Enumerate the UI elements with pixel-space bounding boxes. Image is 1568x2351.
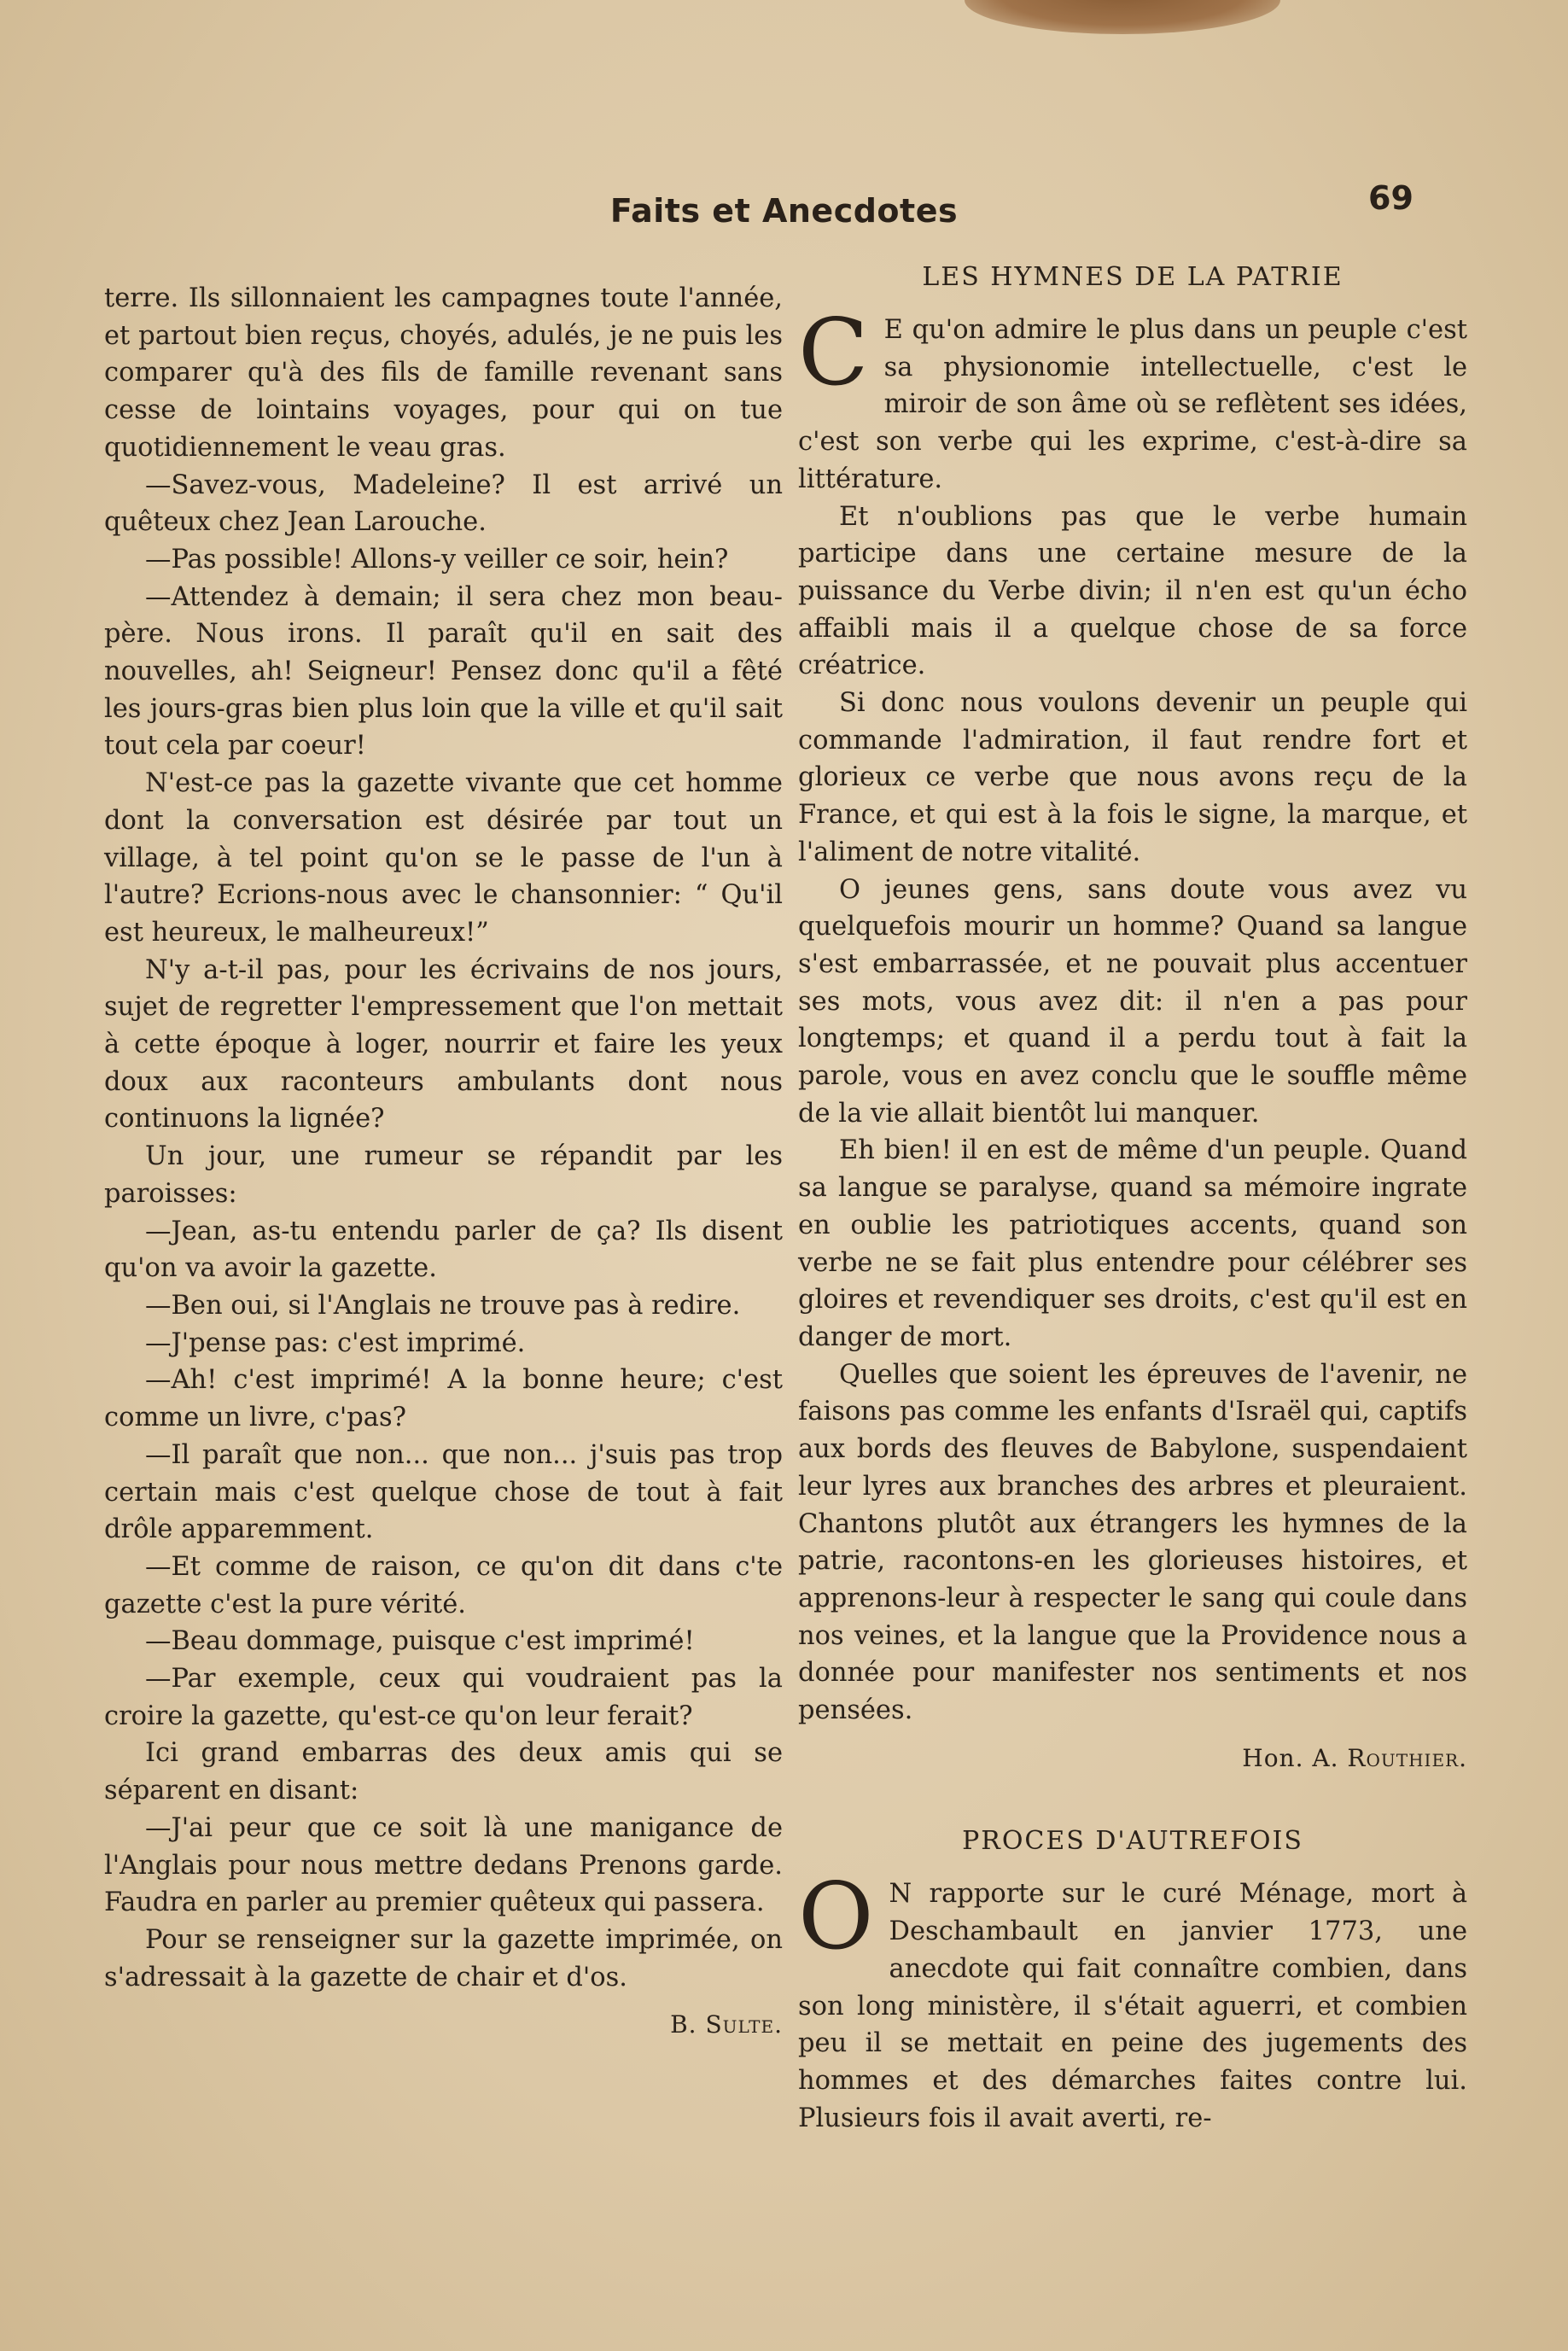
drop-cap: O	[798, 1864, 874, 1971]
paragraph: E qu'on admire le plus dans un peuple c'est sa physionomie intellectuelle, c'est le miroir de son âme où se reflètent ses idées, c'est son verbe qui les exprime, c'est-à-dire sa littérature.	[798, 315, 1467, 494]
section-spacer	[798, 1776, 1467, 1824]
brown-stain	[965, 0, 1280, 34]
article-hymnes-body	[798, 300, 1467, 499]
article-title-hymnes: LES HYMNES DE LA PATRIE	[922, 262, 1344, 292]
paragraph: Si donc nous voulons devenir un peuple qui commande l'admiration, il faut rendre fort et glorieux ce verbe que nous avons reçu de la France, et qui est à la fois le signe, la marque, et l'aliment de notre vitalité.	[798, 688, 1467, 867]
paragraph: —J'pense pas: c'est imprimé.	[145, 1327, 526, 1358]
paragraph: —Savez-vous, Madeleine? Il est arrivé un quêteux chez Jean Larouche.	[104, 470, 783, 538]
paragraph: N'est-ce pas la gazette vivante que cet homme dont la conversation est désirée par tout un village, à tel point qu'on se le passe de l'un à l'autre? Ecrions-nous avec le chansonnier: “ Qu'il est heureux, le malheureux!”	[104, 768, 783, 948]
paragraph: —J'ai peur que ce soit là une manigance de l'Anglais pour nous mettre dedans Prenons garde. Faudra en parler au premier quêteux qui passera.	[104, 1812, 783, 1918]
paragraph: Ici grand embarras des deux amis qui se séparent en disant:	[104, 1738, 783, 1806]
drop-cap: C	[798, 300, 869, 406]
paragraph: —Jean, as-tu entendu parler de ça? Ils disent qu'on va avoir la gazette.	[104, 1216, 783, 1284]
right-column	[798, 260, 1467, 2137]
paragraph: Un jour, une rumeur se répandit par les paroisses:	[104, 1141, 783, 1209]
signature-name: Routhier.	[1347, 1743, 1467, 1772]
paragraph: —Beau dommage, puisque c'est imprimé!	[145, 1626, 695, 1657]
signature-routhier	[798, 1740, 1467, 1777]
paragraph: Pour se renseigner sur la gazette imprimée, on s'adressait à la gazette de chair et d'os.	[104, 1924, 783, 1992]
paragraph: —Par exemple, ceux qui voudraient pas la croire la gazette, qu'est-ce qu'on leur ferait?	[104, 1664, 783, 1731]
left-column	[104, 280, 783, 2044]
article-title-proces: PROCES D'AUTREFOIS	[962, 1826, 1303, 1857]
article-proces-body	[798, 1864, 1467, 2137]
paragraph: Eh bien! il en est de même d'un peuple. Quand sa langue se paralyse, quand sa mémoire ingrate en oublie les patriotiques accents, quand son verbe ne se fait plus entendre pour célébrer ses gloires et revendiquer ses droits, c'est qu'il est en danger de mort.	[798, 1135, 1467, 1352]
paragraph: —Pas possible! Allons-y veiller ce soir, hein?	[145, 544, 729, 575]
paragraph: —Ah! c'est imprimé! A la bonne heure; c'est comme un livre, c'pas?	[104, 1365, 783, 1433]
paragraph: N'y a-t-il pas, pour les écrivains de nos jours, sujet de regretter l'empressement que l'on mettait à cette époque à loger, nourrir et faire les yeux doux aux raconteurs ambulants dont nous continuons la lignée?	[104, 954, 783, 1135]
paragraph: Quelles que soient les épreuves de l'avenir, ne faisons pas comme les enfants d'Israël qui, captifs aux bords des fleuves de Babylone, suspendaient leur lyres aux branches des arbres et pleuraient. Chantons plutôt aux étrangers les hymnes de la patrie, racontons-en les glorieuses histoires, et apprenons-leur à respecter le sang qui coule dans nos veines, et la langue que la Providence nous a donnée pour manifester nos sentiments et nos pensées.	[798, 1359, 1467, 1726]
running-title: Faits et Anecdotes	[609, 192, 959, 230]
paragraph: terre. Ils sillonnaient les campagnes toute l'année, et partout bien reçus, choyés, adulés, je ne puis les comparer qu'à des fils de famille revenant sans cesse de lointains voyages, pour qui on tue quotidiennement le veau gras.	[104, 283, 783, 463]
paragraph: —Ben oui, si l'Anglais ne trouve pas à redire.	[145, 1290, 741, 1321]
paragraph: —Attendez à demain; il sera chez mon beau-père. Nous irons. Il paraît qu'il en sait des nouvelles, ah! Seigneur! Pensez donc qu'il a fêté les jours-gras bien plus loin que la ville et qu'il sait tout cela par coeur!	[104, 581, 783, 761]
signature-sulte	[104, 2006, 783, 2044]
paragraph: —Et comme de raison, ce qu'on dit dans c'te gazette c'est la pure vérité.	[104, 1551, 783, 1619]
paragraph: Et n'oublions pas que le verbe humain participe dans une certaine mesure de la puissance du Verbe divin; il n'en est qu'un écho affaibli mais il a quelque chose de sa force créatrice.	[798, 501, 1467, 681]
signature-text: B. Sulte.	[670, 2010, 783, 2039]
signature-prefix: Hon. A.	[1242, 1743, 1339, 1772]
paragraph: N rapporte sur le curé Ménage, mort à Deschambault en janvier 1773, une anecdote qui fait connaître combien, dans son long ministère, il s'était aguerri, et combien peu il se mettait en peine des jugements des hommes et des démarches faites contre lui. Plusieurs fois il avait averti, re-	[798, 1879, 1467, 2133]
paragraph: O jeunes gens, sans doute vous avez vu quelquefois mourir un homme? Quand sa langue s'est embarrassée, et ne pouvait plus accentuer ses mots, vous avez dit: il n'en a pas pour longtemps; et quand il a perdu tout à fait la parole, vous en avez conclu que le souffle même de la vie allait bientôt lui manquer.	[798, 874, 1467, 1129]
page-number: 69	[1368, 179, 1414, 217]
paragraph: —Il paraît que non... que non... j'suis pas trop certain mais c'est quelque chose de tout à fait drôle apparemment.	[104, 1439, 783, 1545]
